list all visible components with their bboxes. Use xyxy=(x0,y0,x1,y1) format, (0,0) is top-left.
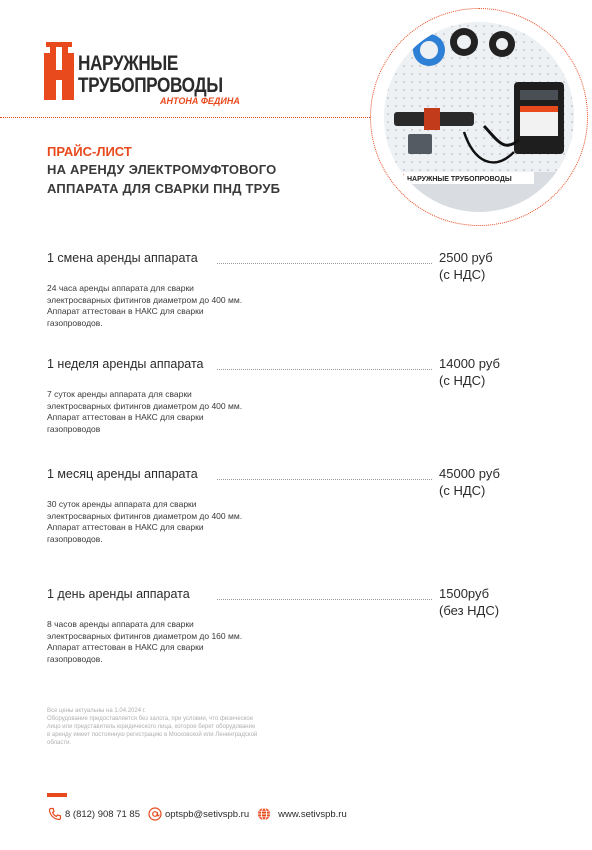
price-value: 14000 руб xyxy=(439,356,500,371)
item-title: 1 месяц аренды аппарата xyxy=(47,467,198,481)
globe-icon xyxy=(257,807,271,821)
desc-line: Аппарат аттестован в НАКС для сварки xyxy=(47,642,204,652)
note-line: лицо или представитель юридического лица, которое берет оборудование xyxy=(47,724,256,730)
price-value: 45000 руб xyxy=(439,466,500,481)
note-line: Все цены актуальны на 1.04.2024 г. xyxy=(47,708,146,714)
website-link[interactable]: www.setivspb.ru xyxy=(278,808,347,820)
phone-icon xyxy=(48,807,62,821)
dot-leader xyxy=(217,479,432,480)
price-item-shift xyxy=(47,250,547,328)
price-item-day xyxy=(47,586,547,664)
note-line: в аренду имеет постоянную регистрацию в Московской или Ленинградской xyxy=(47,732,258,738)
note-line: Оборудование предоставляется без залога, при условии, что физическое xyxy=(47,716,254,722)
desc-line: 7 суток аренды аппарата для сварки xyxy=(47,389,192,399)
item-title: 1 неделя аренды аппарата xyxy=(47,357,204,371)
desc-line: электросварных фитингов диаметром до 160 мм. xyxy=(47,630,243,641)
price-vat: (без НДС) xyxy=(439,603,500,618)
contact-footer xyxy=(48,806,347,822)
item-title: 1 смена аренды аппарата xyxy=(47,251,198,265)
logo-subtitle: АНТОНА ФЕДИНА xyxy=(160,96,240,106)
pipe-logo-icon xyxy=(44,42,74,100)
terms-note xyxy=(47,707,309,747)
item-description xyxy=(47,389,307,435)
item-description xyxy=(47,283,307,329)
desc-line: Аппарат аттестован в НАКС для сварки xyxy=(47,306,204,316)
email-link[interactable]: optspb@setivspb.ru xyxy=(165,808,250,820)
page-title-line2: АППАРАТА ДЛЯ СВАРКИ ПНД ТРУБ xyxy=(47,181,281,196)
desc-line: газопроводов. xyxy=(47,653,103,664)
welding-device-image xyxy=(384,22,574,212)
desc-line: электросварных фитингов диаметром до 400 мм. xyxy=(47,400,243,411)
dot-leader xyxy=(217,263,432,264)
price-item-week xyxy=(47,356,547,434)
price-vat: (с НДС) xyxy=(439,373,486,388)
header-divider xyxy=(0,117,370,118)
price-list-label: ПРАЙС-ЛИСТ xyxy=(47,144,132,159)
page-title-line1: НА АРЕНДУ ЭЛЕКТРОМУФТОВОГО xyxy=(47,162,277,177)
item-description xyxy=(47,499,307,545)
phone-number[interactable]: 8 (812) 908 71 85 xyxy=(65,808,141,820)
dot-leader xyxy=(217,599,432,600)
footer-accent-bar xyxy=(47,793,67,797)
logo-text-line1: НАРУЖНЫЕ xyxy=(78,52,178,75)
desc-line: Аппарат аттестован в НАКС для сварки xyxy=(47,522,204,532)
item-price xyxy=(439,465,500,499)
price-value: 2500 руб xyxy=(439,250,493,265)
item-price xyxy=(439,249,493,283)
logo-text-line2: ТРУБОПРОВОДЫ xyxy=(78,74,223,97)
desc-line: газопроводов. xyxy=(47,317,103,328)
note-line: области. xyxy=(47,740,72,746)
desc-line: электросварных фитингов диаметром до 400 мм. xyxy=(47,294,243,305)
desc-line: 8 часов аренды аппарата для сварки xyxy=(47,619,194,629)
price-item-month xyxy=(47,466,547,544)
item-price xyxy=(439,585,499,619)
device-box-label: НАРУЖНЫЕ ТРУБОПРОВОДЫ xyxy=(407,176,512,183)
item-title: 1 день аренды аппарата xyxy=(47,587,190,601)
desc-line: газопроводов xyxy=(47,423,101,434)
price-vat: (с НДС) xyxy=(439,267,486,282)
desc-line: электросварных фитингов диаметром до 400 мм. xyxy=(47,510,243,521)
desc-line: Аппарат аттестован в НАКС для сварки xyxy=(47,412,204,422)
desc-line: 24 часа аренды аппарата для сварки xyxy=(47,283,194,293)
item-price xyxy=(439,355,500,389)
item-description xyxy=(47,619,307,665)
welding-device-photo xyxy=(384,22,574,212)
company-logo xyxy=(44,34,244,108)
dot-leader xyxy=(217,369,432,370)
price-vat: (с НДС) xyxy=(439,483,486,498)
desc-line: газопроводов. xyxy=(47,533,103,544)
desc-line: 30 суток аренды аппарата для сварки xyxy=(47,499,197,509)
at-icon xyxy=(148,807,162,821)
price-value: 1500руб xyxy=(439,586,490,601)
